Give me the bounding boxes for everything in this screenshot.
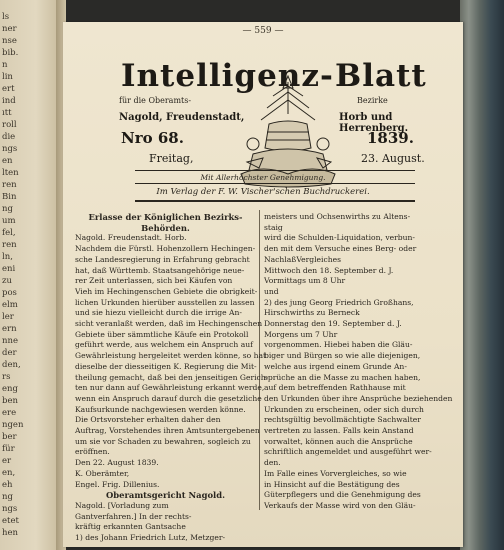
text-line: Morgens um 7 Uhr [264, 329, 338, 339]
text-line: hat, daß Württemb. Staatsangehörige neue- [75, 265, 245, 275]
text-line: 2) des jung Georg Friedrich Großhans, [264, 297, 414, 307]
masthead-right-places: Horb und Herrenberg. [339, 112, 409, 134]
left-page-fragment: nne [2, 336, 18, 346]
left-page-fragment: der [2, 348, 17, 358]
left-page-fragment: ng [2, 204, 13, 214]
text-line: biger und Bürgen so wie alle diejenigen, [264, 351, 421, 361]
left-page-fragment: elm [2, 300, 18, 310]
left-page-fragment: er [2, 456, 12, 466]
left-page-fragment: bib. [2, 48, 19, 58]
left-page-fragment: um [2, 216, 16, 226]
publisher-line: Im Verlag der F. W. Vischer'schen Buchdruckerei. [156, 187, 370, 197]
left-page-fragment: etet [2, 516, 19, 526]
left-page-fragment: n [2, 60, 8, 70]
text-line: vorwaltet, können auch die Ansprüche [264, 436, 413, 446]
left-page-fragment: ner [2, 24, 17, 34]
left-page-fragment: ert [2, 84, 15, 94]
text-line: ten nur dann auf Gewährleistung erkannt werde, [75, 383, 265, 393]
text-line: staig [264, 222, 283, 232]
section-heading: Erlasse der Königlichen Bezirks- [88, 212, 243, 222]
text-line: welche aus irgend einem Grunde An- [264, 361, 407, 371]
text-line: Nagold. Freudenstadt. Horb. [75, 233, 187, 243]
divider-middle [135, 183, 415, 184]
left-page-fragment: ben [2, 396, 18, 406]
left-page-fragment: eni [2, 264, 16, 274]
left-page-fragment: Bin [2, 192, 17, 202]
text-line: Mittwoch den 18. September d. J. [264, 265, 394, 275]
left-page-fragment: ere [2, 408, 17, 418]
left-page-fragment: ber [2, 432, 17, 442]
text-line: meisters und Ochsenwirths zu Altens- [264, 212, 411, 221]
text-line: in Hinsicht auf die Bestätigung des [264, 479, 400, 489]
section-heading: Oberamtsgericht Nagold. [106, 490, 225, 501]
text-line: Nagold. [Vorladung zum [75, 500, 169, 510]
text-line: auf dem betreffenden Rathhause mit [264, 383, 406, 393]
book-spine [460, 0, 504, 550]
left-column-text [75, 212, 269, 544]
left-page-fragment: fel, [2, 228, 16, 238]
left-page-fragment: pos [2, 288, 17, 298]
left-page-fragment: ren [2, 240, 17, 250]
text-line: Donnerstag den 19. September d. J. [264, 319, 402, 329]
text-line: sprüche an die Masse zu machen haben, [264, 372, 421, 382]
issue-weekday: Freitag, [149, 152, 194, 165]
text-line: den. [264, 458, 281, 468]
left-page-fragment: ngen [2, 420, 24, 430]
left-page-fragment: hen [2, 528, 18, 538]
left-page-fragment: lten [2, 168, 19, 178]
text-line: Nachdem die Fürstl. Hohenzollern Hechingen- [75, 244, 256, 254]
text-line: Kaufsurkunde nachgewiesen werden könne. [75, 404, 246, 414]
text-line: 1) des Johann Friedrich Lutz, Metzger- [75, 533, 226, 543]
text-line: kräftig erkannten Gantsache [75, 522, 186, 532]
text-line: Gantverfahren.] In der rechts- [75, 511, 192, 521]
divider-top [135, 170, 415, 171]
text-line: theilung gemacht, daß bei den jenseitigen Gerich- [75, 372, 269, 382]
issue-year: 1839. [367, 129, 414, 147]
left-page-fragment: für [2, 444, 15, 454]
masthead-title-left: Intelligenz- [121, 58, 334, 94]
masthead-right-subtitle: Bezirke [357, 96, 388, 105]
left-page-fragment: ls [2, 12, 10, 22]
text-line: Engel. Frig. Dillenius. [75, 479, 160, 489]
text-line: sche Landesregierung in Erfahrung gebracht [75, 254, 250, 264]
left-page-fragment: lin [2, 72, 13, 82]
text-line: wenn ein Anspruch darauf durch die gesetzliche [75, 393, 262, 403]
left-page-fragment: en [2, 156, 13, 166]
left-page-fragment: die [2, 132, 16, 142]
text-line: und [264, 286, 279, 296]
privilege-line: Mit Allerhöchster Genehmigung. [200, 173, 326, 182]
text-line: Vormittags um 8 Uhr [264, 276, 346, 286]
text-line: geführt werde, aus welchem ein Anspruch auf [75, 340, 253, 350]
text-line: den mit dem Versuche eines Berg- oder [264, 244, 417, 254]
left-page-fragment: ln, [2, 252, 13, 262]
left-page-fragment: ren [2, 180, 17, 190]
left-page-fragment: ngs [2, 504, 18, 514]
text-line: Die Ortsvorsteher erhalten daher den [75, 415, 221, 425]
left-page-fragment: en, [2, 468, 16, 478]
text-line: Güterpflegers und die Genehmigung des [264, 490, 421, 500]
masthead-left-places: Nagold, Freudenstadt, [119, 112, 245, 123]
text-line: K. Oberämter, [75, 468, 130, 478]
masthead-title-right: Blatt [335, 58, 427, 94]
text-line: Gewährleistung hergeleitet werden könne, so hat [75, 351, 267, 361]
text-line: rechtsgültig bevollmächtigte Sachwalter [264, 415, 421, 425]
text-line: wird die Schulden-Liquidation, verbun- [264, 233, 415, 243]
text-line: lichen Urkunden hierüber ausstellen zu lassen [75, 297, 255, 307]
text-line: und sie hiezu vielleicht durch die irrige An- [75, 308, 242, 318]
text-line: sicht veranlaßt werden, daß im Hechingenschen [75, 319, 263, 329]
left-page-fragment: eh [2, 480, 13, 490]
issue-number: Nro 68. [121, 129, 184, 147]
text-line: Gebiete über sämmtliche Käufe ein Protokoll [75, 329, 249, 339]
right-column-text [264, 212, 453, 512]
left-page-fragment: eng [2, 384, 18, 394]
text-line: schriftlich angemeldet und ausgeführt wer- [264, 447, 432, 457]
left-page-fragment: ler [2, 312, 14, 322]
page-number: — 559 — [242, 26, 284, 36]
text-line: Verkaufs der Masse wird von den Gläu- [264, 500, 416, 510]
text-line: dieselbe der diesseitigen K. Regierung die Mit- [75, 361, 257, 371]
text-line: vorgenommen. Hiebei haben die Gläu- [264, 340, 413, 350]
left-page-fragment: zu [2, 276, 12, 286]
text-line: rer Zeit unterlassen, sich bei Käufen von [75, 276, 233, 286]
left-page-fragment: ıtt [2, 108, 12, 118]
text-line: Den 22. August 1839. [75, 458, 159, 468]
left-page-fragment: roll [2, 120, 17, 130]
divider-bottom [135, 200, 415, 202]
left-page-edge [0, 0, 60, 550]
left-page-fragment: ind [2, 96, 16, 106]
text-line: den Urkunden über ihre Ansprüche beziehenden [264, 393, 453, 403]
text-line: Im Falle eines Vorvergleiches, so wie [264, 468, 407, 478]
text-line: Auftrag, Vorstehendes ihren Amtsuntergebenen [75, 426, 260, 436]
text-line: Hirschwirths zu Berneck [264, 308, 360, 318]
text-line: um sie vor Schaden zu bewahren, sogleich zu [75, 436, 251, 446]
left-page-fragment: nse [2, 36, 17, 46]
masthead-left-subtitle: für die Oberamts- [119, 96, 192, 105]
column-divider [259, 210, 260, 510]
left-page-fragment: ng [2, 492, 13, 502]
left-page-fragment: ngs [2, 144, 18, 154]
text-line: vertreten zu lassen. Falls kein Anstand [264, 426, 414, 436]
text-line: Urkunden zu erscheinen, oder sich durch [264, 404, 424, 414]
left-page-fragment: rs [2, 372, 11, 382]
text-line: eröffnen. [75, 447, 110, 457]
left-page-fragment: den, [2, 360, 21, 370]
text-line: NachlaßVergleiches [264, 254, 342, 264]
left-page-fragment: ern [2, 324, 17, 334]
text-line: Vieh im Hechingenschen Gebiete die obrigkeit- [75, 286, 258, 296]
section-heading: Behörden. [141, 222, 190, 233]
issue-date: 23. August. [361, 152, 425, 165]
